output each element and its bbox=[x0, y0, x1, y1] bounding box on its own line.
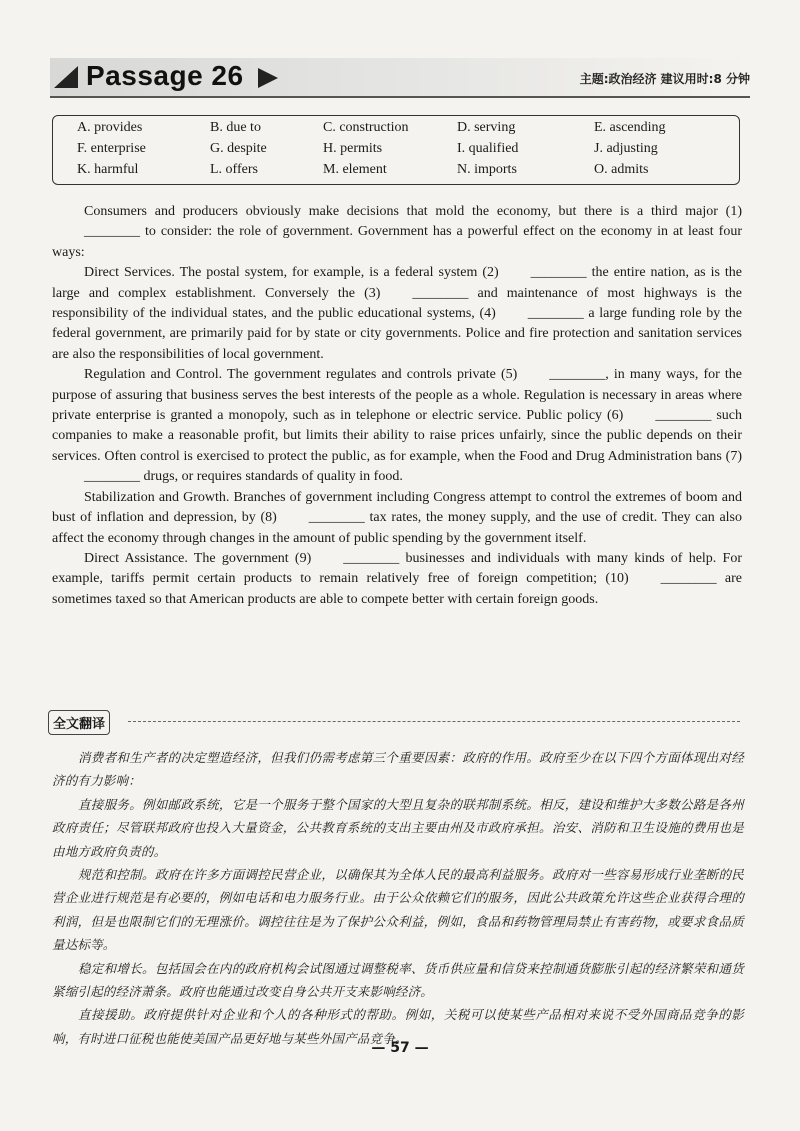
word-option: J. adjusting bbox=[594, 141, 658, 156]
passage-header bbox=[50, 58, 750, 98]
text: such companies to make a reasonable profit, but limits their ability to raise prices unfairly, since the public depends on their services. Often control is exercised to protect the public, as for example, when the Food and Drug Administration bans bbox=[52, 408, 742, 464]
text: Direct Assistance. The government bbox=[84, 550, 295, 566]
blank-number: (5) bbox=[500, 367, 518, 383]
word-option: K. harmful bbox=[77, 162, 139, 177]
paragraph bbox=[52, 202, 742, 263]
translation-text bbox=[52, 746, 744, 1050]
answer-blank[interactable]: ________ bbox=[530, 265, 587, 281]
word-option: N. imports bbox=[457, 162, 517, 177]
paragraph bbox=[52, 263, 742, 365]
translation-paragraph: 消费者和生产者的决定塑造经济，但我们仍需考虑第三个重要因素：政府的作用。政府至少在以下四个方面体现出对经济的有力影响： bbox=[52, 750, 744, 789]
word-option: I. qualified bbox=[457, 141, 519, 156]
text: Regulation and Control. The government regulates and controls private bbox=[84, 367, 501, 383]
text: drugs, or requires standards of quality in food. bbox=[140, 469, 403, 485]
blank-number: (2) bbox=[482, 265, 499, 281]
text: and maintenance of most highways is the responsibility of the individual states, and the public educational systems, bbox=[52, 285, 742, 322]
blank-number: (4) bbox=[479, 306, 496, 322]
word-option: A. provides bbox=[77, 120, 143, 135]
section-divider bbox=[128, 721, 740, 722]
answer-blank[interactable]: ________ bbox=[549, 367, 606, 383]
blank-number: (6) bbox=[607, 408, 624, 424]
theme-and-time: 主题:政治经济 建议用时:8 分钟 bbox=[579, 72, 750, 86]
answer-blank[interactable]: ________ bbox=[343, 550, 400, 566]
answer-blank[interactable]: ________ bbox=[527, 306, 584, 322]
translation-paragraph: 直接服务。例如邮政系统，它是一个服务于整个国家的大型且复杂的联邦制系统。相反，建设和维护大多数公路是各州政府责任；尽管联邦政府也投入大量资金，公共教育系统的支出主要由州及市政府承担。治安、消防和卫生设施的费用也是由地方政府负责的。 bbox=[52, 796, 744, 859]
word-option: C. construction bbox=[323, 120, 409, 135]
translation-paragraph: 规范和控制。政府在许多方面调控民营企业，以确保其为全体人民的最高利益服务。政府对一些容易形成行业垄断的民营企业进行规范是有必要的，例如电话和电力服务行业。由于公众依赖它们的服务，因此公共政策允许这些企业获得合理的利润，但是也限制它们的无理涨价。调控往往是为了保护公众利益，例如，食品和药物管理局禁止有害药物，或要求食品质量达标等。 bbox=[52, 867, 744, 953]
passage-title: Passage 26 bbox=[86, 60, 244, 91]
text: Direct Services. The postal system, for example, is a federal system bbox=[84, 265, 483, 281]
translation-paragraph: 稳定和增长。包括国会在内的政府机构会试图通过调整税率、货币供应量和信贷来控制通货膨胀引起的经济繁荣和通货紧缩引起的经济萧条。政府也能通过改变自身公共开支来影响经济。 bbox=[52, 960, 744, 1000]
answer-blank[interactable]: ________ bbox=[655, 408, 712, 424]
word-bank bbox=[52, 115, 740, 185]
word-option: D. serving bbox=[457, 120, 516, 135]
text: , in many ways, for the purpose of assuring that business serves the best interests of the people as a whole. Regulation is necessary in areas where private enterprise is granted a monopoly, such as in telephone or electric service. Public policy bbox=[52, 367, 742, 424]
text: are sometimes taxed so that American products are able to compete better with certain foreign goods. bbox=[52, 571, 742, 607]
text: Stabilization and Growth. Branches of government including Congress attempt to control the extremes of boom and bust of inflation and depression, by bbox=[52, 489, 742, 526]
answer-blank[interactable]: ________ bbox=[660, 571, 717, 587]
word-option: L. offers bbox=[210, 162, 258, 177]
word-option: H. permits bbox=[323, 141, 383, 156]
answer-blank[interactable]: ________ bbox=[84, 469, 140, 485]
word-option: F. enterprise bbox=[77, 141, 146, 156]
answer-blank[interactable]: ________ bbox=[84, 224, 140, 240]
triangle-left-icon bbox=[54, 66, 78, 88]
text: businesses and individuals with many kinds of help. For example, tariffs permit certain products to remain relatively free of foreign competition; bbox=[52, 550, 742, 587]
text: Consumers and producers obviously make decisions that mold the economy, but there is a third major bbox=[84, 204, 726, 219]
word-option: G. despite bbox=[210, 141, 267, 156]
text: a large funding role by the federal government, are primarily paid for by state or city governments. Police and fire protection and sanitation services are also the responsibilities of local government. bbox=[52, 306, 742, 362]
word-option: O. admits bbox=[594, 162, 649, 177]
blank-number: (10) bbox=[605, 571, 629, 587]
blank-number: (9) bbox=[294, 550, 312, 566]
translation-label: 全文翻译 bbox=[48, 710, 110, 735]
word-option: E. ascending bbox=[594, 120, 666, 135]
paragraph bbox=[52, 365, 742, 487]
passage-text bbox=[52, 202, 742, 610]
answer-blank[interactable]: ________ bbox=[308, 510, 365, 526]
text: tax rates, the money supply, and the use of credit. They can also affect the economy through changes in the amount of public spending by the government itself. bbox=[52, 510, 742, 546]
translation-paragraph: 直接援助。政府提供针对企业和个人的各种形式的帮助。例如，关税可以使某些产品相对来说不受外国商品竞争的影响，有时进口征税也能使美国产品更好地与某些外国产品竞争。 bbox=[52, 1007, 744, 1046]
answer-blank[interactable]: ________ bbox=[412, 285, 469, 301]
text: to consider: the role of government. Government has a powerful effect on the economy in at least four ways: bbox=[52, 224, 742, 260]
blank-number: (8) bbox=[260, 510, 277, 526]
blank-number: (7) bbox=[725, 448, 742, 464]
paragraph bbox=[52, 488, 742, 549]
text: the entire nation, as is the large and complex establishment. Conversely the bbox=[52, 265, 742, 301]
word-option: B. due to bbox=[210, 120, 261, 135]
blank-number: (3) bbox=[364, 285, 381, 301]
paragraph bbox=[52, 549, 742, 610]
page-number: — 57 — bbox=[371, 1040, 429, 1056]
triangle-right-icon bbox=[258, 68, 278, 88]
blank-number: (1) bbox=[725, 204, 742, 219]
word-option: M. element bbox=[323, 162, 387, 177]
